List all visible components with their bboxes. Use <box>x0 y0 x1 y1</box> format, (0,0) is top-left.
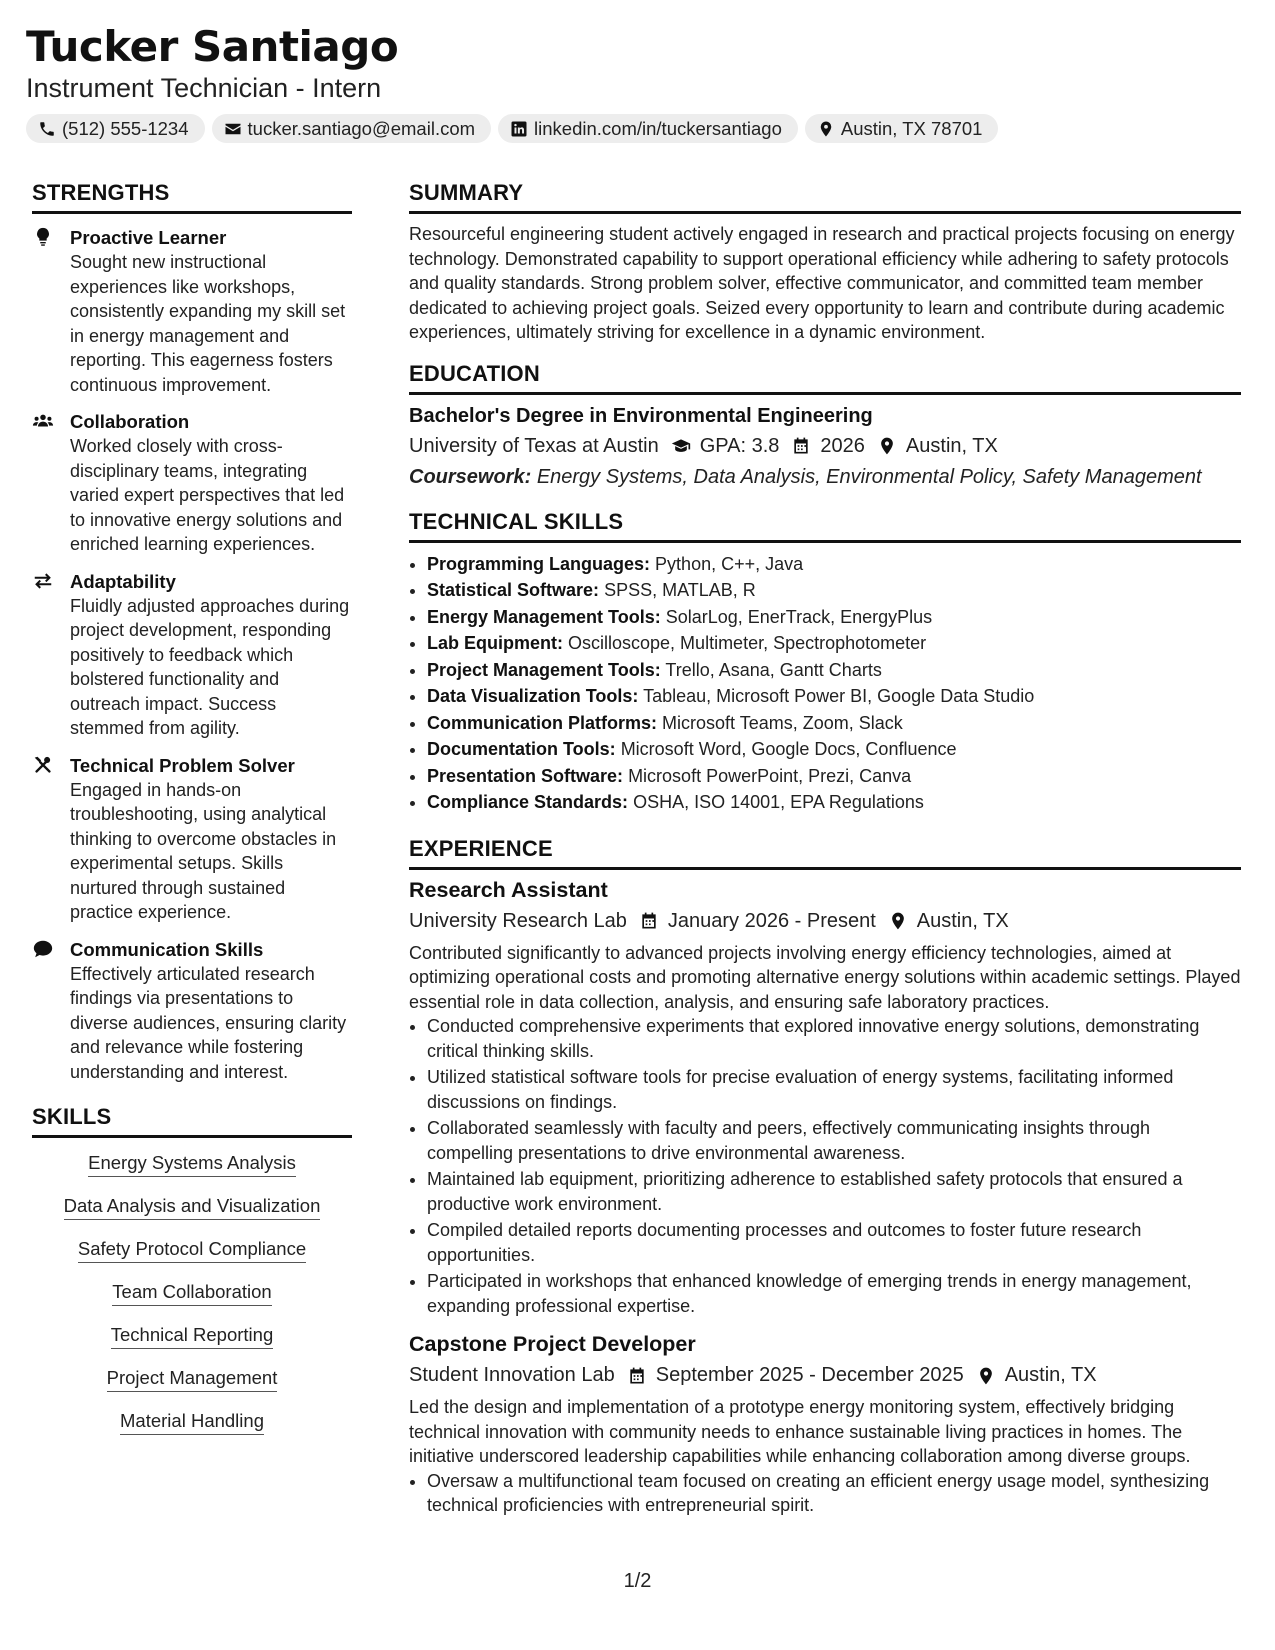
technical-skill-item <box>427 551 1241 578</box>
contact-phone[interactable] <box>26 114 205 143</box>
strength-desc: Fluidly adjusted approaches during project development, responding positively to feedback which bolstered functionality and outreach impact. Success stemmed from agility. <box>70 595 350 738</box>
skills-heading: SKILLS <box>32 1104 352 1138</box>
strength-desc: Effectively articulated research findings via presentations to diverse audiences, ensuring clarity and relevance while fostering understanding and interest. <box>70 963 347 1082</box>
skill-tag: Technical Reporting <box>111 1324 273 1349</box>
job-org: University Research Lab <box>409 909 627 932</box>
technical-skill-value: SPSS, MATLAB, R <box>604 580 756 600</box>
strength-title: Adaptability <box>70 570 176 592</box>
strength-item <box>32 409 352 557</box>
job-dates: September 2025 - December 2025 <box>655 1364 964 1386</box>
calendar-icon <box>791 436 811 456</box>
tools-icon <box>32 754 54 776</box>
contact-location-text: Austin, TX 78701 <box>840 117 983 139</box>
map-pin-icon <box>817 120 835 138</box>
right-column <box>409 180 1241 1520</box>
job-entry <box>409 878 1241 1319</box>
map-pin-icon <box>976 1366 996 1386</box>
technical-skill-item <box>427 710 1241 737</box>
technical-skill-label: Documentation Tools: <box>427 739 616 759</box>
envelope-icon <box>224 120 242 138</box>
technical-skill-value: SolarLog, EnerTrack, EnergyPlus <box>665 606 933 627</box>
technical-skill-label: Energy Management Tools: <box>427 606 661 627</box>
map-pin-icon <box>888 911 908 931</box>
technical-skill-value: Oscilloscope, Multimeter, Spectrophotometer <box>568 633 927 653</box>
technical-skill-value: Tableau, Microsoft Power BI, Google Data Studio <box>643 686 1035 706</box>
strength-desc: Engaged in hands-on troubleshooting, using analytical thinking to overcome obstacles in experimental setups. Skills nurtured through sustained practice experience. <box>70 779 337 922</box>
technical-skills-list <box>409 551 1241 816</box>
technical-skill-value: Microsoft PowerPoint, Prezi, Canva <box>628 765 912 786</box>
strength-desc: Worked closely with cross-disciplinary teams, integrating varied expert perspectives that led to innovative energy solutions and enriched learning experiences. <box>70 436 345 554</box>
phone-icon <box>38 120 56 138</box>
contact-email[interactable] <box>212 114 492 143</box>
technical-skill-label: Compliance Standards: <box>427 792 629 812</box>
graduation-cap-icon <box>671 436 691 456</box>
strengths-list <box>32 225 352 1084</box>
technical-skill-value: Microsoft Word, Google Docs, Confluence <box>620 739 957 759</box>
job-bullet: • Participated in workshops that enhanced knowledge of emerging trends in energy management, expanding professional expertise. <box>427 1269 1241 1318</box>
map-pin-icon <box>877 436 897 456</box>
job-bullet: • Oversaw a multifunctional team focused on creating an efficient energy usage model, synthesizing technical proficiencies with entrepreneurial spirit. <box>427 1469 1241 1518</box>
job-dates: January 2026 - Present <box>667 909 876 932</box>
job-title: Capstone Project Developer <box>409 1332 696 1356</box>
education-coursework <box>409 466 1241 489</box>
technical-skill-item <box>427 736 1241 763</box>
technical-skill-item <box>427 789 1241 816</box>
skill-tag: Data Analysis and Visualization <box>64 1195 321 1220</box>
skill-tag: Energy Systems Analysis <box>88 1152 296 1177</box>
calendar-icon <box>639 911 659 931</box>
skill-item <box>32 1410 352 1453</box>
technical-skill-label: Programming Languages: <box>427 553 651 574</box>
strength-item <box>32 569 352 741</box>
skill-tag: Safety Protocol Compliance <box>78 1238 306 1263</box>
job-title: Research Assistant <box>409 877 608 902</box>
education-school: University of Texas at Austin <box>409 434 659 457</box>
skill-item <box>32 1195 352 1238</box>
technical-skill-label: Statistical Software: <box>427 580 600 600</box>
job-bullet: • Compiled detailed reports documenting processes and outcomes to foster future research opportunities. <box>427 1218 1241 1267</box>
linkedin-icon <box>510 120 528 138</box>
skill-tag: Project Management <box>107 1367 278 1392</box>
job-bullet: • Conducted comprehensive experiments that explored innovative energy solutions, demonstrating critical thinking skills. <box>427 1014 1241 1063</box>
contact-location <box>805 114 999 143</box>
technical-skill-item <box>427 630 1241 657</box>
page-number: 1/2 <box>623 1570 652 1592</box>
education-heading: EDUCATION <box>409 361 1241 395</box>
strength-title: Communication Skills <box>70 938 264 960</box>
strength-title: Collaboration <box>70 411 190 432</box>
education-meta <box>409 435 1241 458</box>
strength-title: Technical Problem Solver <box>70 754 295 776</box>
technical-skill-label: Lab Equipment: <box>427 633 563 653</box>
summary-heading: SUMMARY <box>409 180 1241 214</box>
job-bullet: • Utilized statistical software tools for precise evaluation of energy systems, facilitating informed discussions on findings. <box>427 1065 1241 1114</box>
candidate-name: Tucker Santiago <box>26 22 399 71</box>
technical-skill-label: Communication Platforms: <box>427 712 658 733</box>
skill-item <box>32 1367 352 1410</box>
contact-bar <box>26 114 998 143</box>
arrows-exchange-icon <box>32 570 54 592</box>
job-meta <box>409 910 1241 933</box>
summary-text: Resourceful engineering student actively engaged in research and practical projects focusing on energy technology. Demonstrated capability to support operational efficiency while adhering to safety protocols and quality standards. Strong problem solver, effective communicator, and committed team member dedicated to achieving project goals. Seized every opportunity to learn and contribute during academic experiences, ultimately striving for excellence in a dynamic environment. <box>409 224 1235 342</box>
calendar-icon <box>627 1366 647 1386</box>
contact-email-text: tucker.santiago@email.com <box>247 117 476 139</box>
job-description: Contributed significantly to advanced projects involving energy efficiency technologies, aimed at optimizing operational costs and promoting alternative energy solutions within academic settings. Played essential role in data collection, analysis, and ensuring safe laboratory practices. <box>409 942 1241 1012</box>
job-entry <box>409 1332 1241 1518</box>
technical-skill-value: Python, C++, Java <box>655 553 804 574</box>
skill-item <box>32 1324 352 1367</box>
technical-skill-label: Data Visualization Tools: <box>427 686 639 706</box>
strength-item <box>32 937 352 1085</box>
contact-phone-text: (512) 555-1234 <box>62 117 189 139</box>
technical-skill-label: Project Management Tools: <box>427 659 661 680</box>
technical-skills-heading: TECHNICAL SKILLS <box>409 509 1241 543</box>
job-bullets <box>409 1014 1241 1318</box>
skills-list <box>32 1152 352 1453</box>
job-location: Austin, TX <box>1004 1364 1097 1386</box>
speech-bubble-icon <box>32 938 54 960</box>
contact-linkedin-text: linkedin.com/in/tuckersantiago <box>534 117 782 139</box>
job-bullets <box>409 1469 1241 1518</box>
skill-item <box>32 1238 352 1281</box>
technical-skill-value: Microsoft Teams, Zoom, Slack <box>662 712 903 733</box>
job-meta <box>409 1364 1241 1387</box>
coursework-list: Energy Systems, Data Analysis, Environmental Policy, Safety Management <box>536 465 1202 488</box>
technical-skill-item <box>427 657 1241 684</box>
technical-skill-item <box>427 763 1241 790</box>
technical-skill-item <box>427 577 1241 604</box>
experience-heading: EXPERIENCE <box>409 836 1241 870</box>
job-bullet: • Collaborated seamlessly with faculty and peers, effectively communicating insights through compelling presentations to drive environmental awareness. <box>427 1116 1241 1165</box>
strengths-heading: STRENGTHS <box>32 180 352 214</box>
strength-item <box>32 753 352 925</box>
left-column <box>32 180 352 1453</box>
education-degree: Bachelor's Degree in Environmental Engineering <box>409 404 873 427</box>
lightbulb-icon <box>32 226 54 248</box>
education-year: 2026 <box>820 434 865 457</box>
skill-tag: Material Handling <box>120 1410 264 1435</box>
users-icon <box>32 410 54 432</box>
strength-item <box>32 225 352 397</box>
technical-skill-label: Presentation Software: <box>427 765 624 786</box>
job-description: Led the design and implementation of a prototype energy monitoring system, effectively bridging technical innovation with community needs to enhance sustainable living practices in homes. The initiative underscored leadership capabilities while enhancing collaboration among diverse groups. <box>409 1397 1191 1466</box>
skill-tag: Team Collaboration <box>112 1281 271 1306</box>
technical-skill-value: OSHA, ISO 14001, EPA Regulations <box>633 792 924 812</box>
skill-item <box>32 1281 352 1324</box>
coursework-label: Coursework: <box>409 465 532 488</box>
candidate-role: Instrument Technician - Intern <box>26 73 382 103</box>
job-org: Student Innovation Lab <box>409 1364 615 1386</box>
job-location: Austin, TX <box>916 909 1009 932</box>
technical-skill-value: Trello, Asana, Gantt Charts <box>665 659 882 680</box>
skill-item <box>32 1152 352 1195</box>
strength-title: Proactive Learner <box>70 227 227 248</box>
job-bullet: • Maintained lab equipment, prioritizing adherence to established safety protocols that ensured a productive work environment. <box>427 1167 1241 1216</box>
contact-linkedin[interactable] <box>498 114 798 143</box>
technical-skill-item <box>427 683 1241 710</box>
strength-desc: Sought new instructional experiences like workshops, consistently expanding my skill set in energy management and reporting. This eagerness fosters continuous improvement. <box>70 252 346 395</box>
education-location: Austin, TX <box>905 434 998 457</box>
education-gpa: GPA: 3.8 <box>699 434 780 457</box>
technical-skill-item <box>427 604 1241 631</box>
